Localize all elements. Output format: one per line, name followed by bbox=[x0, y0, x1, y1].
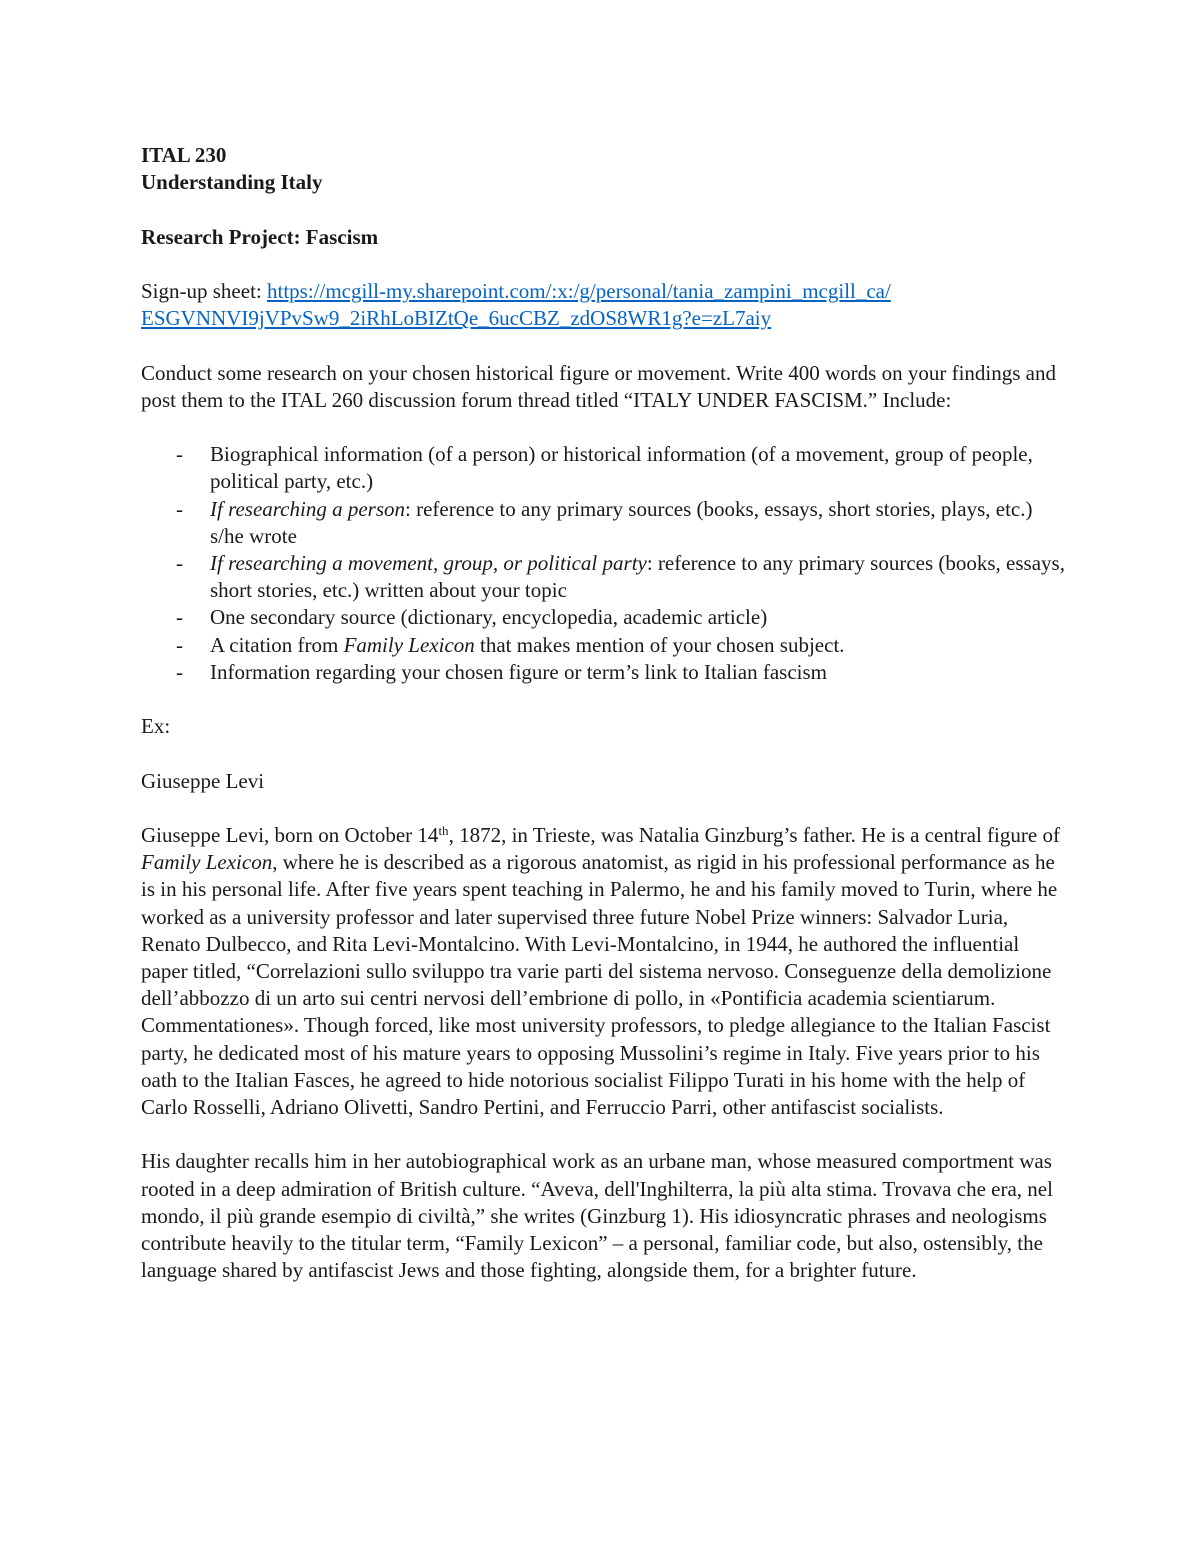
example-paragraph-1: Giuseppe Levi, born on October 14th, 1872, in Trieste, was Natalia Ginzburg’s father. He is a central figure of Family Lexicon, where he is described as a rigorous anatomist, as rigid in his professional performance as he is in his personal life. After five years spent teaching in Palermo, he and his family moved to Turin, where he worked as a university professor and later supervised three future Nobel Prize winners: Salvador Luria, Renato Dulbecco, and Rita Levi-Montalcino. With Levi-Montalcino, in 1944, he authored the influential paper titled, “Correlazioni sullo sviluppo tra varie parti del sistema nervoso. Conseguenze della demolizione dell’abbozzo di un arto sui centri nervosi dell’embrione di pollo, in «Pontificia academia scientiarum. Commentationes». Though forced, like most university professors, to pledge allegiance to the Italian Fascist party, he dedicated most of his mature years to opposing Mussolini’s regime in Italy. Five years prior to his oath to the Italian Fasces, he agreed to hide notorious socialist Filippo Turati in his home with the help of Carlo Rosselli, Adriano Olivetti, Sandro Pertini, and Ferruccio Parri, other antifascist socialists. bbox=[141, 822, 1060, 1119]
dash-bullet: - bbox=[176, 442, 183, 467]
signup-link-part1[interactable]: https://mcgill-my.sharepoint.com/:x:/g/personal/tania_zampini_mcgill_ca/ bbox=[267, 278, 891, 303]
list-item: - Biographical information (of a person) or historical information (of a movement, group of people, political party, etc.) bbox=[176, 442, 1033, 494]
document-body bbox=[141, 142, 1071, 1284]
signup-label: Sign-up sheet: bbox=[141, 278, 267, 303]
dash-bullet: - bbox=[176, 632, 183, 657]
dash-bullet: - bbox=[176, 605, 183, 630]
course-code: ITAL 230 bbox=[141, 143, 227, 167]
ordinal-superscript: th bbox=[438, 822, 449, 838]
course-title: Understanding Italy bbox=[141, 170, 323, 195]
example-name: Giuseppe Levi bbox=[141, 768, 265, 793]
list-item: - One secondary source (dictionary, encyclopedia, academic article) bbox=[141, 604, 1071, 631]
requirements-list bbox=[141, 441, 1071, 686]
dash-bullet: - bbox=[176, 659, 183, 684]
dash-bullet: - bbox=[176, 550, 183, 575]
instructions-paragraph: Conduct some research on your chosen historical figure or movement. Write 400 words on your findings and post them to the ITAL 260 discussion forum thread titled “ITALY UNDER FASCISM.” Include: bbox=[141, 360, 1056, 412]
project-title: Research Project: Fascism bbox=[141, 224, 379, 249]
list-item: - If researching a person: reference to any primary sources (books, essays, short stories, plays, etc.) s/he wrote bbox=[176, 496, 1033, 548]
list-item: - If researching a movement, group, or political party: reference to any primary sources (books, essays, short stories, etc.) written about your topic bbox=[176, 550, 1065, 603]
signup-line bbox=[141, 278, 1071, 332]
signup-link-part2[interactable]: ESGVNNVI9jVPvSw9_2iRhLoBIZtQe_6ucCBZ_zdOS8WR1g?e=zL7aiy bbox=[141, 306, 772, 331]
dash-bullet: - bbox=[176, 496, 183, 521]
example-paragraph-2: His daughter recalls him in her autobiographical work as an urbane man, whose measured comportment was rooted in a deep admiration of British culture. “Aveva, dell'Inghilterra, la più alta stima. Trovava che era, nel mondo, il più grande esempio di civiltà,” she writes (Ginzburg 1). His idiosyncratic phrases and neologisms contribute heavily to the titular term, “Family Lexicon” – a personal, familiar code, but also, ostensibly, the language shared by antifascist Jews and those fighting, alongside them, for a brighter future. bbox=[141, 1149, 1053, 1283]
list-item: - Information regarding your chosen figure or term’s link to Italian fascism bbox=[141, 659, 1071, 686]
example-label: Ex: bbox=[141, 714, 171, 739]
list-item: - A citation from Family Lexicon that makes mention of your chosen subject. bbox=[141, 632, 1071, 659]
